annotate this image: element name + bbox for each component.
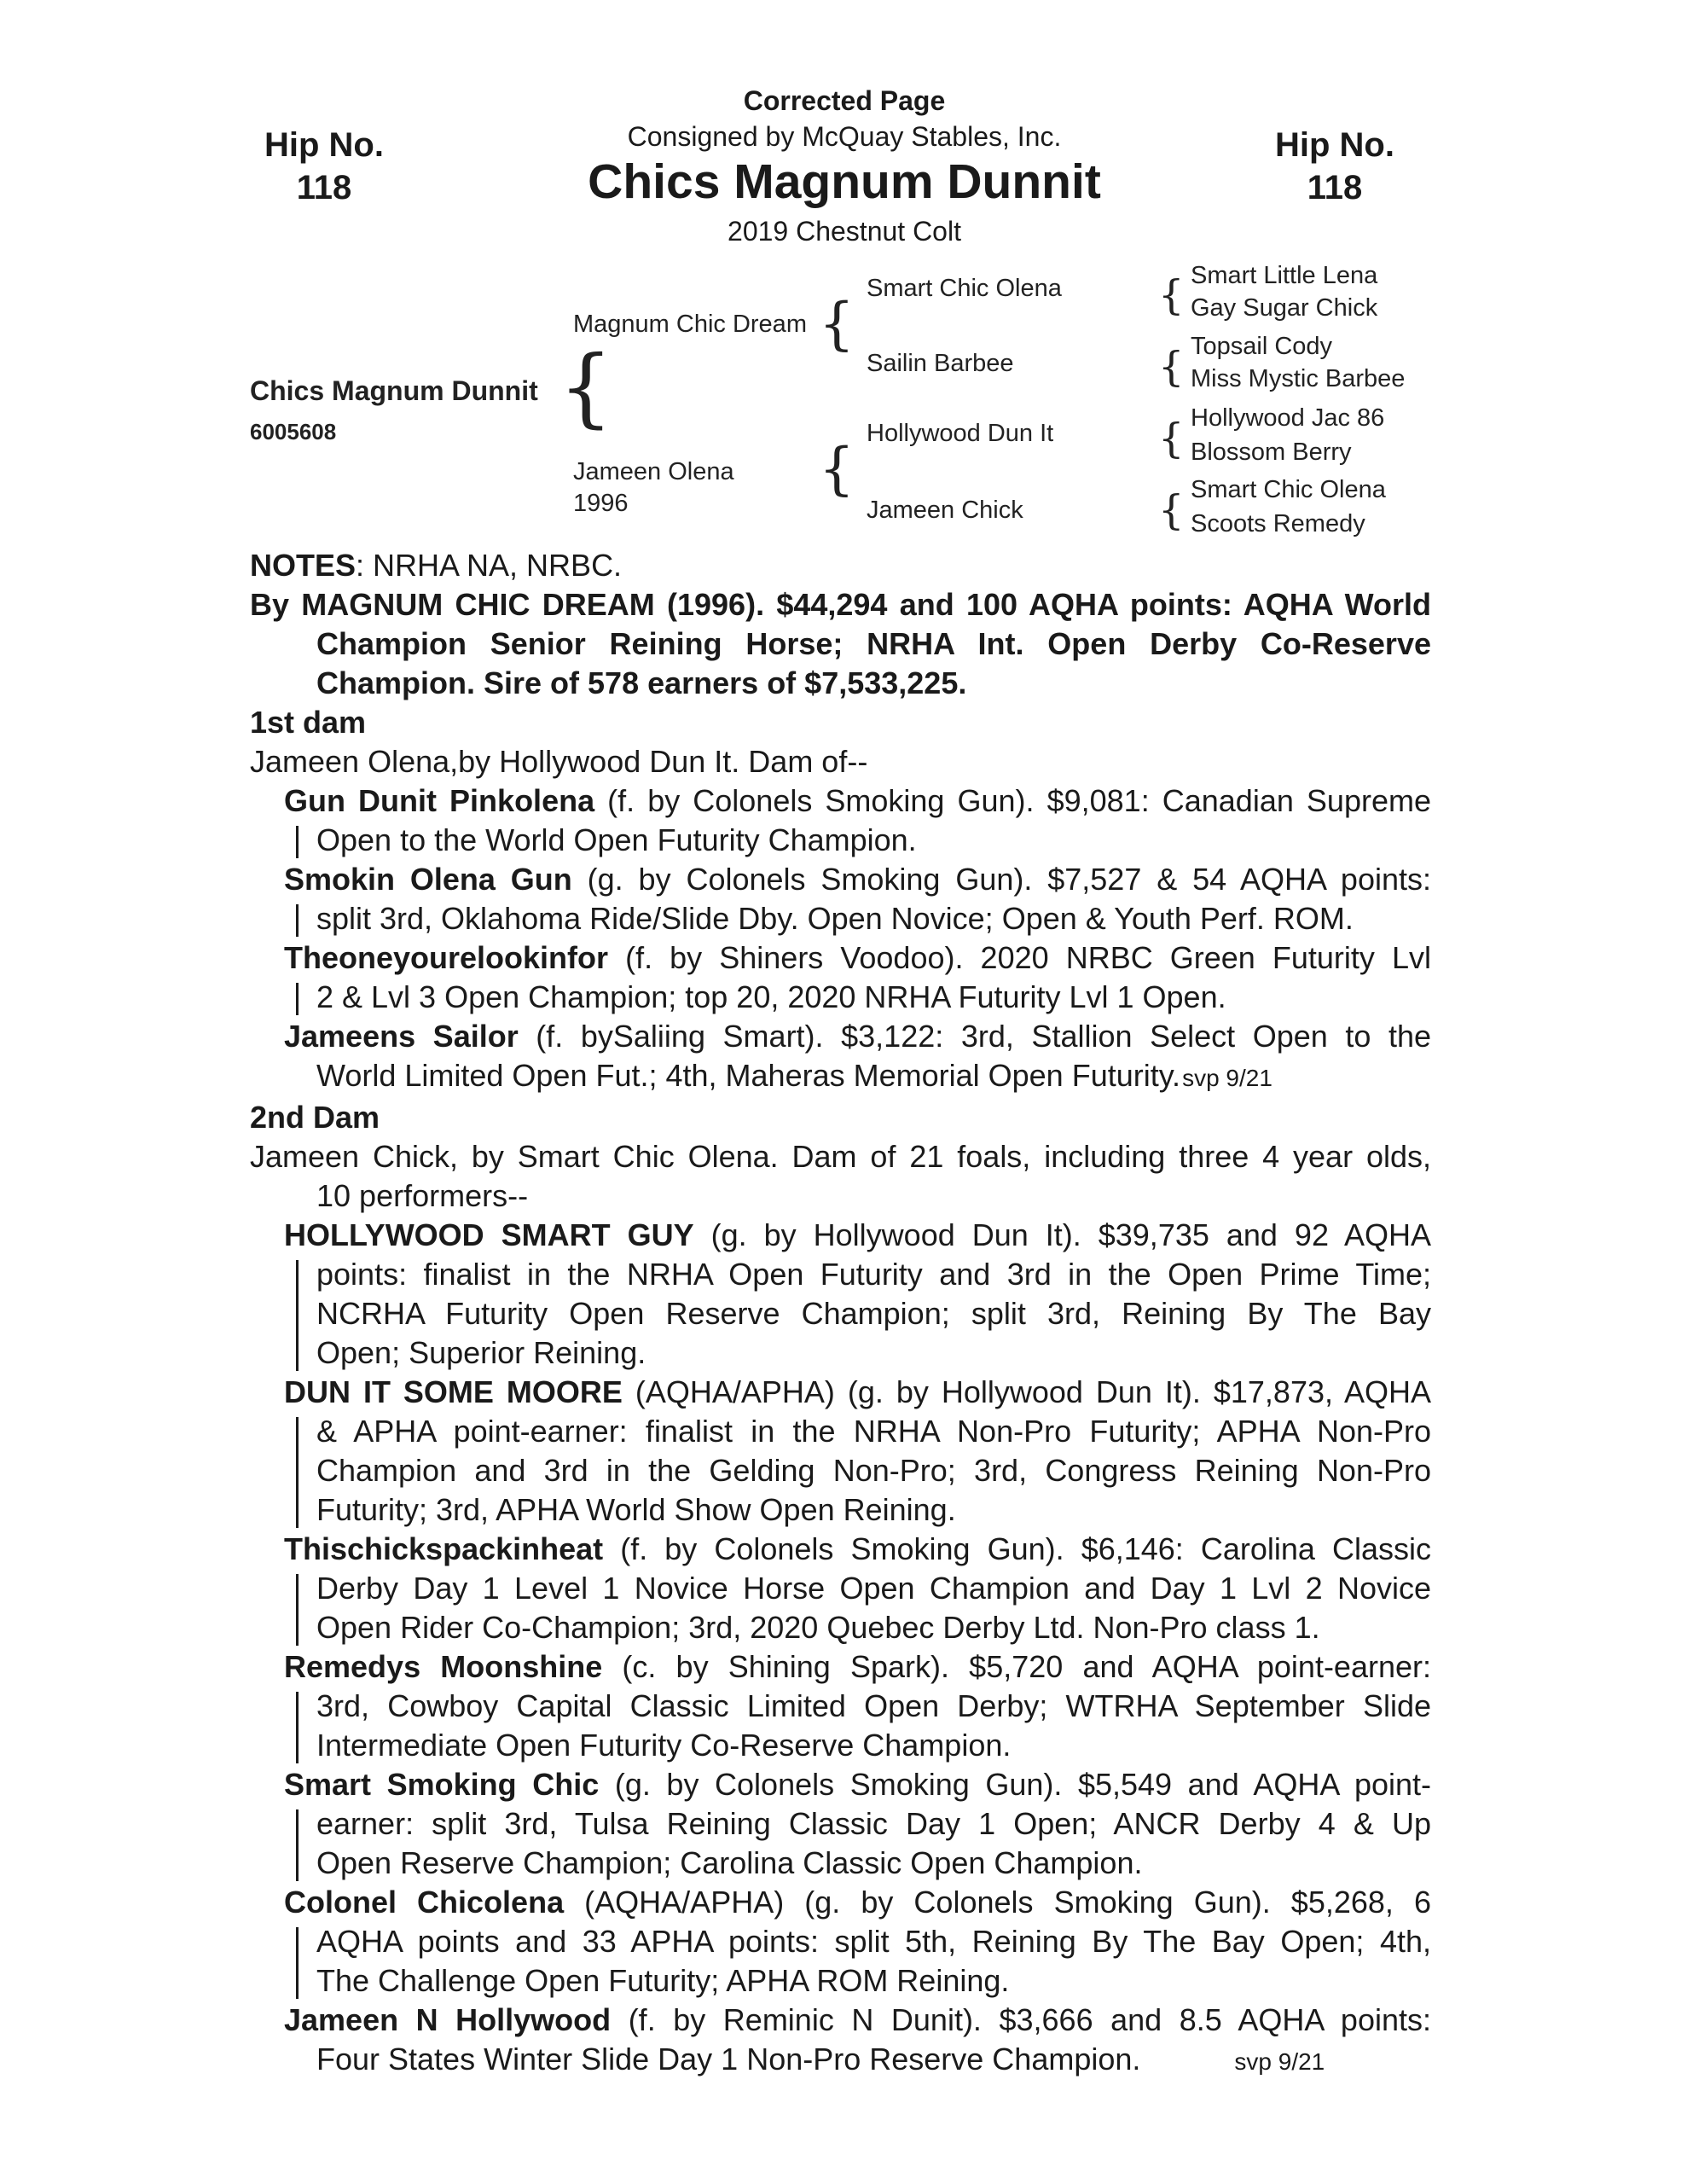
brace-icon: { [1158,271,1185,319]
continuation-bar [296,1809,299,1881]
produce-first-line [284,1647,1431,1687]
produce-text: (g. by Hollywood Dun It). $39,735 and 92 AQHA [693,1217,1431,1252]
produce-continuation-text: 3rd, Cowboy Capital Classic Limited Open Derby; WTRHA September Slide [316,1688,1431,1723]
produce-continuation-text: Four States Winter Slide Day 1 Non-Pro Reserve Champion. [316,2042,1141,2077]
second-dam-intro-1: Jameen Chick, by Smart Chic Olena. Dam of 21 foals, including three 4 year olds, [250,1139,1431,1174]
produce-continuation-line [316,1961,1431,2001]
grandparent-6: Blossom Berry [1191,439,1352,466]
brace-icon: { [1158,343,1185,391]
produce-continuation-text: AQHA points and 33 APHA points: split 5th, Reining By The Bay Open; 4th, [316,1924,1431,1959]
continuation-bar [296,1927,299,1999]
produce-continuation-line [316,1922,1431,1961]
produce-name: Gun Dunit Pinkolena [284,783,595,818]
brace-icon: { [1158,415,1185,462]
produce-continuation-text: World Limited Open Fut.; 4th, Maheras Memorial Open Futurity. [316,1058,1181,1093]
produce-continuation-line [316,1687,1431,1726]
produce-name: Thischickspackinheat [284,1531,604,1566]
sire-line-2: Champion Senior Reining Horse; NRHA Int. Open Derby Co-Reserve [316,626,1431,661]
hip-label: Hip No. [264,126,384,164]
notes-line [250,546,1431,585]
produce-text: (c. by Shining Spark). $5,720 and AQHA point-earner: [602,1649,1431,1684]
second-dam-produce [250,1216,1431,2082]
grandparent-4: Miss Mystic Barbee [1191,365,1406,392]
catalog-body [250,546,1431,2082]
produce-entry [250,2001,1431,2082]
produce-continuation-line [316,1451,1431,1490]
produce-continuation-text: Open Reserve Champion; Carolina Classic Open Champion. [316,1845,1143,1880]
produce-continuation-line [316,1569,1431,1608]
produce-name: HOLLYWOOD SMART GUY [284,1217,694,1252]
produce-name: Jameen N Hollywood [284,2002,612,2037]
produce-continuation-text: Champion and 3rd in the Gelding Non-Pro; 3rd, Congress Reining Non-Pro [316,1453,1431,1488]
produce-text: (g. by Colonels Smoking Gun). $7,527 & 54 AQHA points: [571,862,1431,897]
produce-text: (f. bySaliing Smart). $3,122: 3rd, Stallion Select Open to the [518,1019,1431,1054]
grandparent-5: Hollywood Jac 86 [1191,404,1385,432]
produce-continuation-text: Derby Day 1 Level 1 Novice Horse Open Champion and Day 1 Lvl 2 Novice [316,1571,1431,1606]
produce-continuation-text: NCRHA Futurity Open Reserve Champion; split 3rd, Reining By The Bay [316,1296,1431,1331]
produce-name: Theoneyourelookinfor [284,940,609,975]
sire-line-1: By MAGNUM CHIC DREAM (1996). $44,294 and 100 AQHA points: AQHA World [250,587,1431,622]
hip-value: 118 [1307,169,1363,206]
produce-entry [250,1216,1431,1373]
notes-text: : NRHA NA, NRBC. [356,548,623,583]
pedigree-subject: Chics Magnum Dunnit [250,375,538,406]
produce-continuation-text: split 3rd, Oklahoma Ride/Slide Dby. Open Novice; Open & Youth Perf. ROM. [316,901,1354,936]
second-dam-heading: 2nd Dam [250,1100,380,1135]
produce-continuation-text: Futurity; 3rd, APHA World Show Open Reining. [316,1492,956,1527]
produce-first-line [284,1017,1431,1056]
produce-continuation-line [316,1490,1431,1530]
produce-entry [250,1647,1431,1765]
horse-title: Chics Magnum Dunnit [588,154,1101,209]
grandparent-8: Scoots Remedy [1191,510,1365,537]
grandparent-3: Topsail Cody [1191,333,1333,360]
hip-number-left [213,124,435,209]
grandparent-1: Smart Little Lena [1191,262,1378,289]
consigned-by: Consigned by McQuay Stables, Inc. [627,121,1062,152]
dam-name: Jameen Olena [573,458,734,485]
produce-entry [250,1373,1431,1530]
continuation-bar [296,1574,299,1646]
produce-continuation-line [316,1294,1431,1333]
sire-summary [250,585,1431,703]
grandparent-2: Gay Sugar Chick [1191,294,1378,322]
produce-continuation-line [316,1844,1431,1883]
produce-continuation-line [316,1608,1431,1647]
produce-entry [250,938,1431,1017]
produce-text: (AQHA/APHA) (g. by Colonels Smoking Gun). $5,268, 6 [564,1885,1431,1920]
produce-text: (f. by Colonels Smoking Gun). $9,081: Canadian Supreme [594,783,1431,818]
produce-first-line [284,1765,1431,1804]
sire-dam: Sailin Barbee [867,350,1014,377]
produce-continuation-line [316,1056,1431,1098]
produce-continuation-line [316,821,1431,860]
revision-tag: svp 9/21 [1182,1065,1272,1091]
continuation-bar [296,826,299,858]
produce-name: Remedys Moonshine [284,1649,603,1684]
produce-name: Colonel Chicolena [284,1885,565,1920]
produce-text: (f. by Shiners Voodoo). 2020 NRBC Green Futurity Lvl [608,940,1431,975]
hip-value: 118 [296,169,352,206]
produce-continuation-text: Intermediate Open Futurity Co-Reserve Champion. [316,1728,1012,1763]
produce-entry [250,1530,1431,1647]
continuation-bar [296,1692,299,1763]
produce-first-line [284,1373,1431,1412]
sire-name: Magnum Chic Dream [573,311,807,338]
produce-continuation-text: Open; Superior Reining. [316,1335,646,1370]
produce-name: Smokin Olena Gun [284,862,572,897]
produce-text: (AQHA/APHA) (g. by Hollywood Dun It). $17,873, AQHA [622,1374,1431,1409]
produce-first-line [284,1530,1431,1569]
produce-continuation-text: Open to the World Open Futurity Champion. [316,822,917,857]
brace-icon: { [819,436,855,502]
revision-tag: svp 9/21 [1234,2048,1325,2075]
produce-entry [250,781,1431,860]
notes-label: NOTES [250,548,357,583]
produce-first-line [284,781,1431,821]
corrected-page-label: Corrected Page [743,85,946,116]
registration-number: 6005608 [250,419,337,444]
continuation-bar [296,904,299,937]
produce-first-line [284,1883,1431,1922]
produce-continuation-text: Open Rider Co-Champion; 3rd, 2020 Quebec Derby Ltd. Non-Pro class 1. [316,1610,1320,1645]
produce-name: Jameens Sailor [284,1019,519,1054]
produce-continuation-text: 2 & Lvl 3 Open Champion; top 20, 2020 NRHA Futurity Lvl 1 Open. [316,979,1226,1014]
sire-sire: Smart Chic Olena [867,275,1062,302]
horse-description: 2019 Chestnut Colt [728,216,961,247]
produce-continuation-line [316,1333,1431,1373]
continuation-bar [296,1260,299,1371]
produce-entry [250,860,1431,938]
brace-icon: { [559,337,613,437]
produce-continuation-line [316,899,1431,938]
produce-continuation-line [316,2040,1431,2082]
brace-icon: { [819,291,855,357]
produce-entry [250,1017,1431,1098]
produce-first-line [284,860,1431,899]
second-dam-intro-2: 10 performers-- [316,1178,529,1213]
produce-continuation-line [316,978,1431,1017]
produce-entry [250,1765,1431,1883]
grandparent-7: Smart Chic Olena [1191,476,1386,503]
first-dam-intro: Jameen Olena,by Hollywood Dun It. Dam of-- [250,744,868,779]
sire-line-3: Champion. Sire of 578 earners of $7,533,225. [316,665,967,700]
dam-dam: Jameen Chick [867,497,1023,524]
produce-name: DUN IT SOME MOORE [284,1374,623,1409]
first-dam-heading: 1st dam [250,705,367,740]
produce-first-line [284,1216,1431,1255]
produce-name: Smart Smoking Chic [284,1767,600,1802]
brace-icon: { [1158,486,1185,534]
produce-first-line [284,938,1431,978]
produce-continuation-text: The Challenge Open Futurity; APHA ROM Reining. [316,1963,1010,1998]
produce-entry [250,1883,1431,2001]
produce-continuation-text: earner: split 3rd, Tulsa Reining Classic Day 1 Open; ANCR Derby 4 & Up [316,1806,1431,1841]
produce-continuation-line [316,1412,1431,1451]
continuation-bar [296,983,299,1015]
produce-text: (f. by Reminic N Dunit). $3,666 and 8.5 AQHA points: [611,2002,1431,2037]
produce-first-line [284,2001,1431,2040]
produce-continuation-line [316,1804,1431,1844]
dam-sire: Hollywood Dun It [867,420,1054,447]
produce-continuation-line [316,1726,1431,1765]
dam-year: 1996 [573,490,629,517]
produce-continuation-line [316,1255,1431,1294]
produce-text: (g. by Colonels Smoking Gun). $5,549 and AQHA point- [599,1767,1431,1802]
continuation-bar [296,1417,299,1528]
produce-text: (f. by Colonels Smoking Gun). $6,146: Carolina Classic [603,1531,1431,1566]
produce-continuation-text: points: finalist in the NRHA Open Futurity and 3rd in the Open Prime Time; [316,1257,1431,1292]
first-dam-produce [250,781,1431,1098]
hip-label: Hip No. [1275,126,1394,164]
produce-continuation-text: & APHA point-earner: finalist in the NRHA Non-Pro Futurity; APHA Non-Pro [316,1414,1431,1449]
